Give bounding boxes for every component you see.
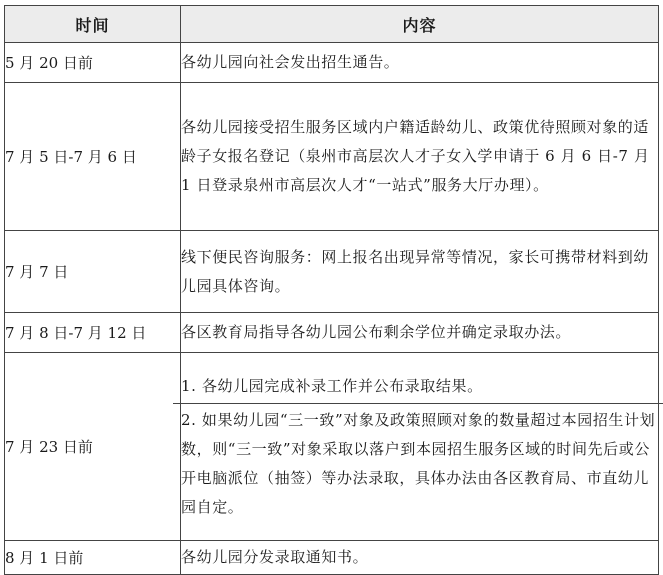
content-cell: 各幼儿园分发录取通知书。 — [181, 541, 659, 575]
header-row — [5, 6, 659, 43]
table-row — [5, 83, 659, 231]
time-cell: 7 月 8 日-7 月 12 日 — [5, 313, 181, 353]
table-row — [5, 353, 659, 541]
content-cell: 各幼儿园向社会发出招生通告。 — [181, 43, 659, 83]
time-cell: 7 月 23 日前 — [5, 353, 181, 541]
time-cell: 7 月 5 日-7 月 6 日 — [5, 83, 181, 231]
admission-schedule-table — [4, 5, 659, 575]
time-cell: 5 月 20 日前 — [5, 43, 181, 83]
header-content: 内容 — [181, 6, 659, 43]
content-item: 2. 如果幼儿园“三一致”对象及政策照顾对象的数量超过本园招生计划数，则“三一致”对象采取以落户到本园招生服务区域的时间先后或公开电脑派位（抽签）等办法录取，具体办法由各区教育局、市直幼儿园自定。 — [181, 410, 656, 516]
content-cell — [181, 353, 659, 541]
content-item: 1. 各幼儿园完成补录工作并公布录取结果。 — [173, 370, 663, 404]
content-cell: 各幼儿园接受招生服务区域内户籍适龄幼儿、政策优待照顾对象的适龄子女报名登记（泉州市高层次人才子女入学申请于 6 月 6 日-7 月 1 日登录泉州市高层次人才“一站式”服务大厅办理）。 — [181, 83, 659, 231]
table-row — [5, 43, 659, 83]
table-row — [5, 541, 659, 575]
time-cell: 8 月 1 日前 — [5, 541, 181, 575]
table-row — [5, 313, 659, 353]
content-cell: 线下便民咨询服务：网上报名出现异常等情况，家长可携带材料到幼儿园具体咨询。 — [181, 231, 659, 313]
content-cell: 各区教育局指导各幼儿园公布剩余学位并确定录取办法。 — [181, 313, 659, 353]
header-time: 时间 — [5, 6, 181, 43]
table-row — [5, 231, 659, 313]
time-cell: 7 月 7 日 — [5, 231, 181, 313]
